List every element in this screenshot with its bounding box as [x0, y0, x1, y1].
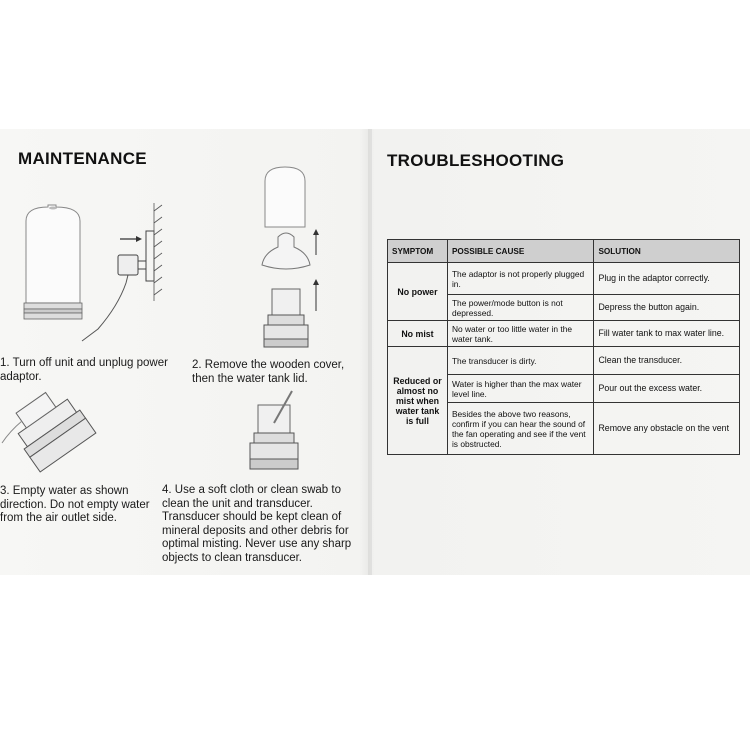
symptom-cell: Reduced or almost no mist when water tank is full [388, 347, 448, 455]
step-2-number: 2. [192, 359, 202, 371]
solution-cell: Depress the button again. [594, 295, 740, 321]
step-4 [162, 484, 367, 565]
solution-cell: Fill water tank to max water line. [594, 321, 740, 347]
table-row [388, 347, 740, 375]
step-3-text: Empty water as shown direction. Do not empty water from the air outlet side. [0, 485, 150, 524]
solution-header: SOLUTION [594, 240, 740, 263]
cause-header: POSSIBLE CAUSE [447, 240, 594, 263]
cause-cell: The adaptor is not properly plugged in. [447, 263, 594, 295]
page-fold [368, 129, 372, 575]
step-1-number: 1. [0, 357, 10, 369]
table-header-row [388, 240, 740, 263]
step-3 [0, 485, 165, 526]
clean-transducer-illustration [244, 385, 314, 481]
solution-cell: Plug in the adaptor correctly. [594, 263, 740, 295]
unplug-illustration [18, 191, 168, 351]
troubleshooting-table [387, 239, 740, 455]
solution-cell: Remove any obstacle on the vent [594, 403, 740, 455]
maintenance-title: MAINTENANCE [18, 149, 147, 168]
step-3-number: 3. [0, 485, 10, 497]
cause-cell: No water or too little water in the water tank. [447, 321, 594, 347]
cause-cell: The power/mode button is not depressed. [447, 295, 594, 321]
step-4-text: Use a soft cloth or clean swab to clean the unit and transducer. Transducer should be kept clean of mineral deposits and other debris for optimal misting. Never use any sharp objects to clean transducer. [162, 484, 352, 564]
step-2 [192, 359, 367, 386]
step-1-text: Turn off unit and unplug power adaptor. [0, 357, 168, 383]
step-4-number: 4. [162, 484, 172, 496]
table-row [388, 321, 740, 347]
symptom-header: SYMPTOM [388, 240, 448, 263]
step-2-text: Remove the wooden cover, then the water tank lid. [192, 359, 345, 385]
solution-cell: Clean the transducer. [594, 347, 740, 375]
cause-cell: The transducer is dirty. [447, 347, 594, 375]
symptom-cell: No mist [388, 321, 448, 347]
cause-cell: Water is higher than the max water level line. [447, 375, 594, 403]
disassembly-illustration [250, 161, 340, 361]
step-1 [0, 357, 170, 384]
troubleshooting-title: TROUBLESHOOTING [387, 151, 565, 170]
cause-cell: Besides the above two reasons, confirm if you can hear the sound of the fan operating and see if the vent is obstructed. [447, 403, 594, 455]
manual-page [0, 129, 750, 575]
solution-cell: Pour out the excess water. [594, 375, 740, 403]
symptom-cell: No power [388, 263, 448, 321]
table-row [388, 263, 740, 295]
empty-water-illustration [0, 391, 130, 481]
